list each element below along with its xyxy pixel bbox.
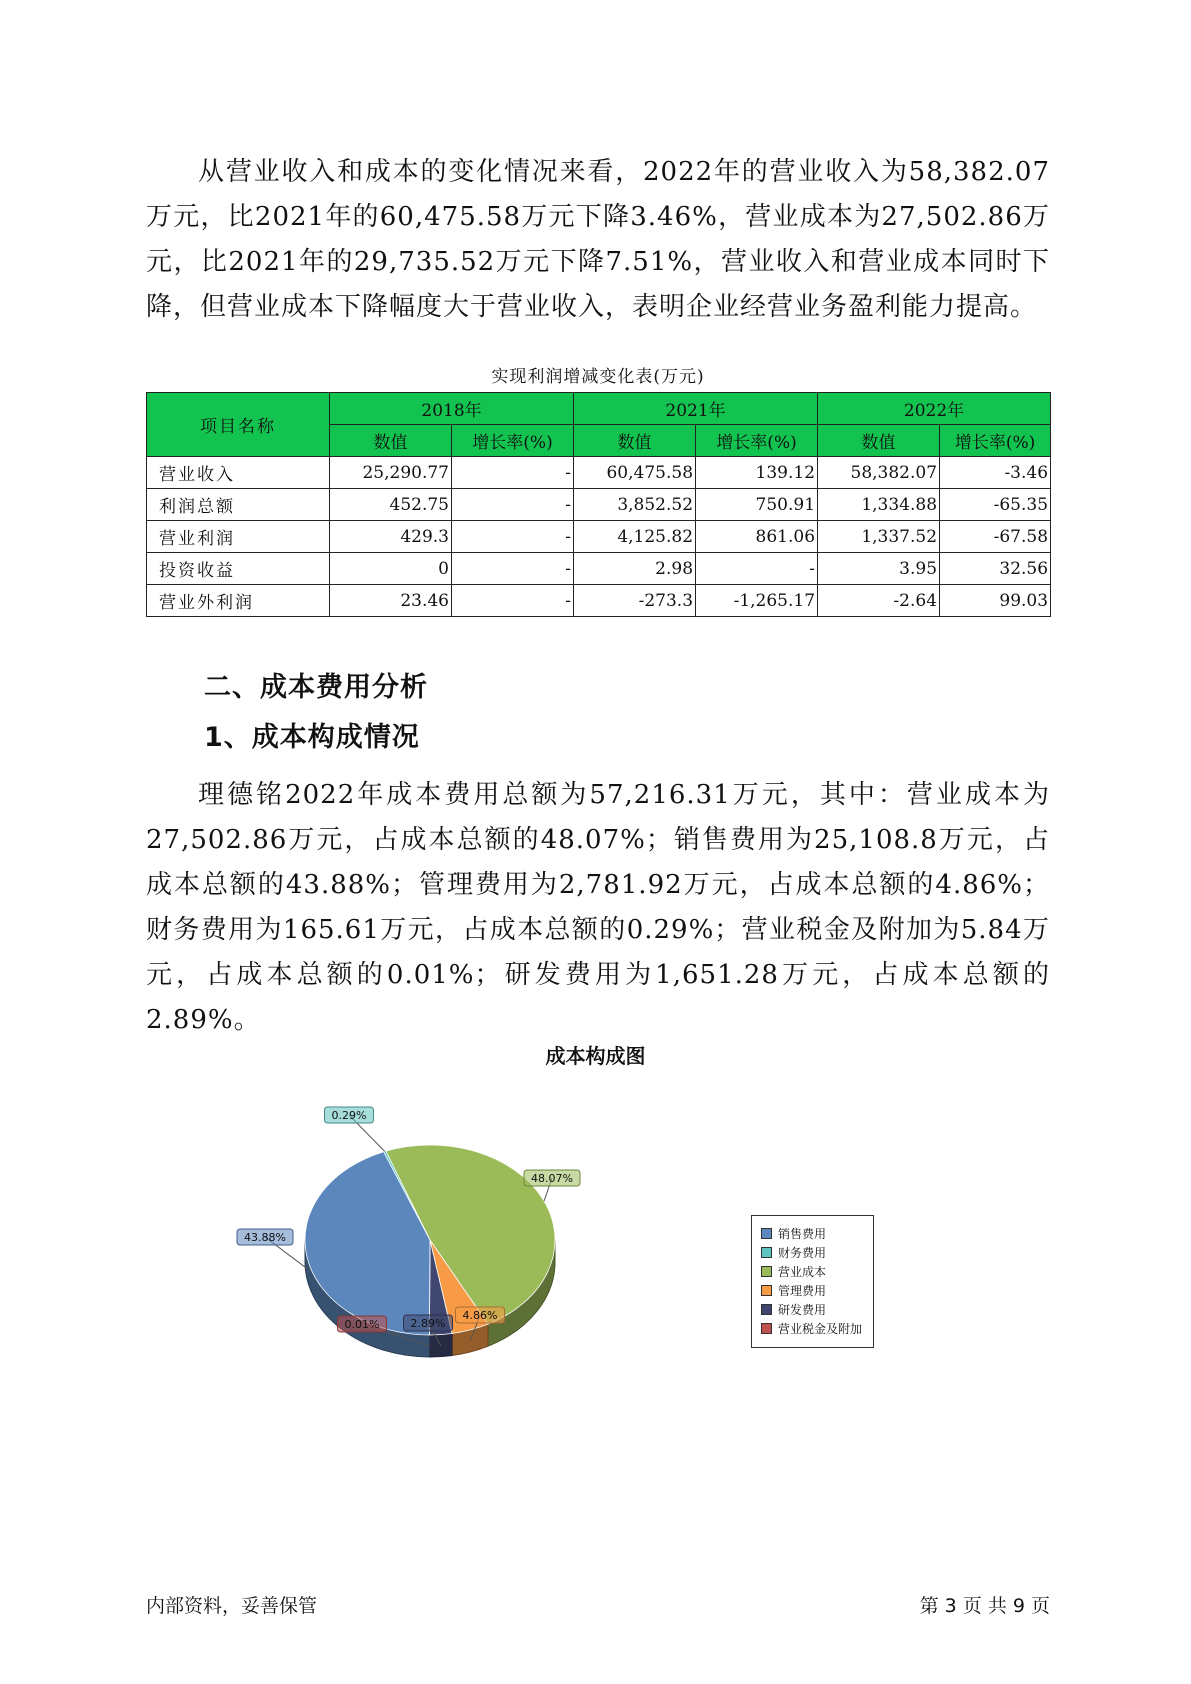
header-value: 数值 xyxy=(818,425,940,457)
cell-growth: -65.35 xyxy=(940,489,1051,521)
cell-value: -2.64 xyxy=(818,585,940,617)
cell-value: 23.46 xyxy=(330,585,452,617)
header-year-2022: 2022年 xyxy=(818,393,1051,425)
header-growth: 增长率(%) xyxy=(452,425,574,457)
table-row xyxy=(147,521,1051,553)
legend-label: 管理费用 xyxy=(778,1284,827,1298)
table-row xyxy=(147,585,1051,617)
pie-data-label: 0.01% xyxy=(344,1318,380,1331)
pie-data-label: 0.29% xyxy=(331,1109,367,1122)
cell-value: 452.75 xyxy=(330,489,452,521)
cell-growth: - xyxy=(452,553,574,585)
legend-item xyxy=(761,1319,873,1338)
legend-label: 销售费用 xyxy=(778,1227,827,1241)
legend-swatch xyxy=(761,1323,772,1334)
pie-data-label: 4.86% xyxy=(462,1309,498,1322)
header-item-name: 项目名称 xyxy=(147,393,330,457)
row-label: 营业外利润 xyxy=(147,585,330,617)
pie-data-label: 48.07% xyxy=(531,1172,573,1185)
cell-growth: - xyxy=(452,489,574,521)
legend-item xyxy=(761,1262,873,1281)
legend-swatch xyxy=(761,1247,772,1258)
cell-growth: 139.12 xyxy=(696,457,818,489)
cell-growth: - xyxy=(452,521,574,553)
table-row xyxy=(147,457,1051,489)
cell-value: 60,475.58 xyxy=(574,457,696,489)
header-value: 数值 xyxy=(574,425,696,457)
cell-growth: 32.56 xyxy=(940,553,1051,585)
legend-label: 营业成本 xyxy=(778,1265,827,1279)
legend-swatch xyxy=(761,1266,772,1277)
cell-growth: 750.91 xyxy=(696,489,818,521)
cell-growth: - xyxy=(452,457,574,489)
chart-legend xyxy=(751,1215,874,1348)
legend-item xyxy=(761,1224,873,1243)
cell-value: 3.95 xyxy=(818,553,940,585)
footer-page-number: 第 3 页 共 9 页 xyxy=(919,1595,1050,1617)
section-heading: 二、成本费用分析 xyxy=(204,672,428,703)
pie-data-label: 43.88% xyxy=(244,1231,286,1244)
legend-label: 财务费用 xyxy=(778,1246,827,1260)
cell-value: -273.3 xyxy=(574,585,696,617)
cell-value: 429.3 xyxy=(330,521,452,553)
cell-growth: - xyxy=(696,553,818,585)
paragraph-cost-composition: 理德铭2022年成本费用总额为57,216.31万元，其中：营业成本为27,502.86万元，占成本总额的48.07%；销售费用为25,108.8万元，占成本总额的43.88%；管理费用为2,781.92万元，占成本总额的4.86%；财务费用为165.61万元，占成本总额的0.29%；营业税金及附加为5.84万元，占成本总额的0.01%；研发费用为1,651.28万元，占成本总额的2.89%。 xyxy=(146,780,1050,1035)
header-growth: 增长率(%) xyxy=(940,425,1051,457)
legend-swatch xyxy=(761,1304,772,1315)
row-label: 利润总额 xyxy=(147,489,330,521)
cell-value: 4,125.82 xyxy=(574,521,696,553)
cell-growth: 99.03 xyxy=(940,585,1051,617)
profit-change-table xyxy=(146,392,1051,617)
table-title: 实现利润增减变化表(万元) xyxy=(491,367,705,387)
cell-value: 1,337.52 xyxy=(818,521,940,553)
header-year-2021: 2021年 xyxy=(574,393,818,425)
pie-data-label: 2.89% xyxy=(410,1317,446,1330)
cell-growth: -3.46 xyxy=(940,457,1051,489)
table-row xyxy=(147,553,1051,585)
legend-swatch xyxy=(761,1285,772,1296)
cell-value: 25,290.77 xyxy=(330,457,452,489)
header-value: 数值 xyxy=(330,425,452,457)
header-year-2018: 2018年 xyxy=(330,393,574,425)
cost-composition-pie-chart xyxy=(0,1090,1191,1390)
legend-item xyxy=(761,1243,873,1262)
header-growth: 增长率(%) xyxy=(696,425,818,457)
cell-value: 58,382.07 xyxy=(818,457,940,489)
cell-value: 1,334.88 xyxy=(818,489,940,521)
cell-growth: -67.58 xyxy=(940,521,1051,553)
subsection-heading: 1、成本构成情况 xyxy=(204,722,420,753)
row-label: 营业收入 xyxy=(147,457,330,489)
row-label: 投资收益 xyxy=(147,553,330,585)
legend-label: 研发费用 xyxy=(778,1303,827,1317)
table-row xyxy=(147,489,1051,521)
chart-title: 成本构成图 xyxy=(545,1044,646,1068)
cell-value: 0 xyxy=(330,553,452,585)
row-label: 营业利润 xyxy=(147,521,330,553)
legend-label: 营业税金及附加 xyxy=(778,1322,863,1336)
paragraph-revenue-cost: 从营业收入和成本的变化情况来看，2022年的营业收入为58,382.07万元，比2021年的60,475.58万元下降3.46%，营业成本为27,502.86万元，比2021年的29,735.52万元下降7.51%，营业收入和营业成本同时下降，但营业成本下降幅度大于营业收入，表明企业经营业务盈利能力提高。 xyxy=(146,157,1050,322)
footer-confidential-note: 内部资料，妥善保管 xyxy=(146,1595,318,1617)
cell-value: 3,852.52 xyxy=(574,489,696,521)
cell-value: 2.98 xyxy=(574,553,696,585)
legend-swatch xyxy=(761,1228,772,1239)
cell-growth: -1,265.17 xyxy=(696,585,818,617)
legend-item xyxy=(761,1281,873,1300)
cell-growth: - xyxy=(452,585,574,617)
legend-item xyxy=(761,1300,873,1319)
cell-growth: 861.06 xyxy=(696,521,818,553)
